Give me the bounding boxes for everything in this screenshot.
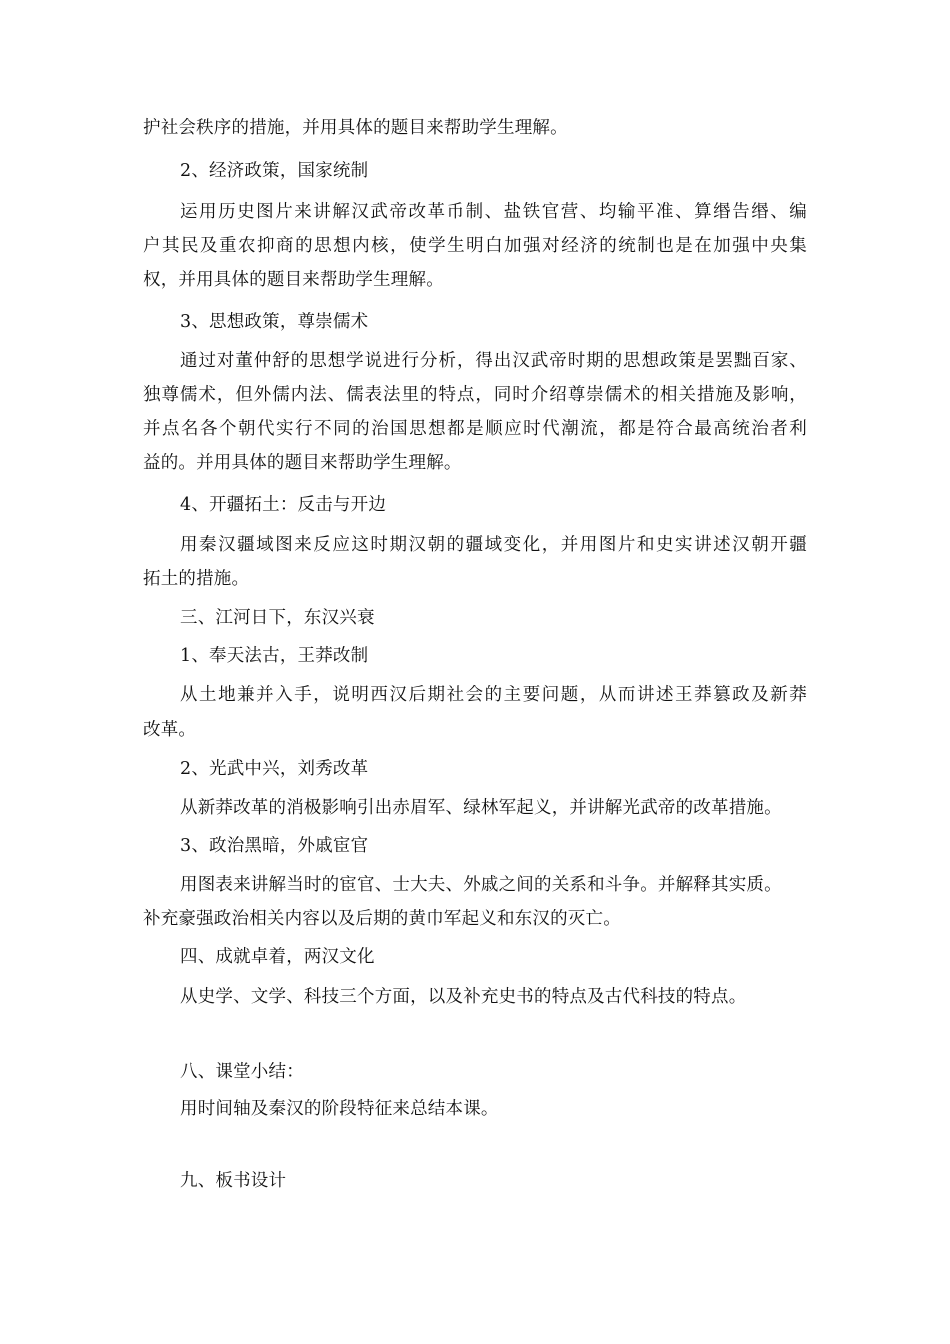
section-heading: 三、江河日下，东汉兴衰 [180, 608, 375, 628]
body-text-line: 从史学、文学、科技三个方面，以及补充史书的特点及古代科技的特点。 [180, 987, 747, 1007]
body-text-line: 改革。 [143, 720, 197, 740]
body-text-line: 从新莽改革的消极影响引出赤眉军、绿林军起义，并讲解光武帝的改革措施。 [180, 798, 782, 818]
body-text-line: 从土地兼并入手，说明西汉后期社会的主要问题，从而讲述王莽篡政及新莽 [180, 685, 807, 705]
subheading: 3、政治黑暗，外戚宦官 [180, 836, 369, 856]
body-text-line: 户其民及重农抑商的思想内核，使学生明白加强对经济的统制也是在加强中央集 [143, 236, 807, 256]
body-text-line: 用时间轴及秦汉的阶段特征来总结本课。 [180, 1099, 499, 1119]
body-text-line: 拓土的措施。 [143, 569, 250, 589]
body-text-line: 并点名各个朝代实行不同的治国思想都是顺应时代潮流，都是符合最高统治者利 [143, 419, 807, 439]
section-heading: 四、成就卓着，两汉文化 [180, 947, 375, 967]
body-text-line: 独尊儒术，但外儒内法、儒表法里的特点，同时介绍尊崇儒术的相关措施及影响， [143, 385, 807, 405]
body-text-line: 护社会秩序的措施，并用具体的题目来帮助学生理解。 [143, 118, 568, 138]
body-text-line: 权，并用具体的题目来帮助学生理解。 [143, 270, 444, 290]
subheading: 3、思想政策，尊崇儒术 [180, 312, 369, 332]
body-text-line: 用图表来讲解当时的宦官、士大夫、外戚之间的关系和斗争。并解释其实质。 [180, 875, 782, 895]
body-text-line: 通过对董仲舒的思想学说进行分析，得出汉武帝时期的思想政策是罢黜百家、 [180, 351, 807, 371]
section-heading: 八、课堂小结： [180, 1062, 304, 1082]
body-text-line: 补充豪强政治相关内容以及后期的黄巾军起义和东汉的灭亡。 [143, 909, 621, 929]
subheading: 1、奉天法古，王莽改制 [180, 646, 369, 666]
body-text-line: 运用历史图片来讲解汉武帝改革币制、盐铁官营、均输平准、算缗告缗、编 [180, 202, 807, 222]
body-text-line: 益的。并用具体的题目来帮助学生理解。 [143, 453, 462, 473]
subheading: 2、光武中兴，刘秀改革 [180, 759, 369, 779]
subheading: 4、开疆拓土：反击与开边 [180, 495, 387, 515]
section-heading: 九、板书设计 [180, 1171, 287, 1191]
body-text-line: 用秦汉疆域图来反应这时期汉朝的疆域变化，并用图片和史实讲述汉朝开疆 [180, 535, 807, 555]
subheading: 2、经济政策，国家统制 [180, 161, 369, 181]
